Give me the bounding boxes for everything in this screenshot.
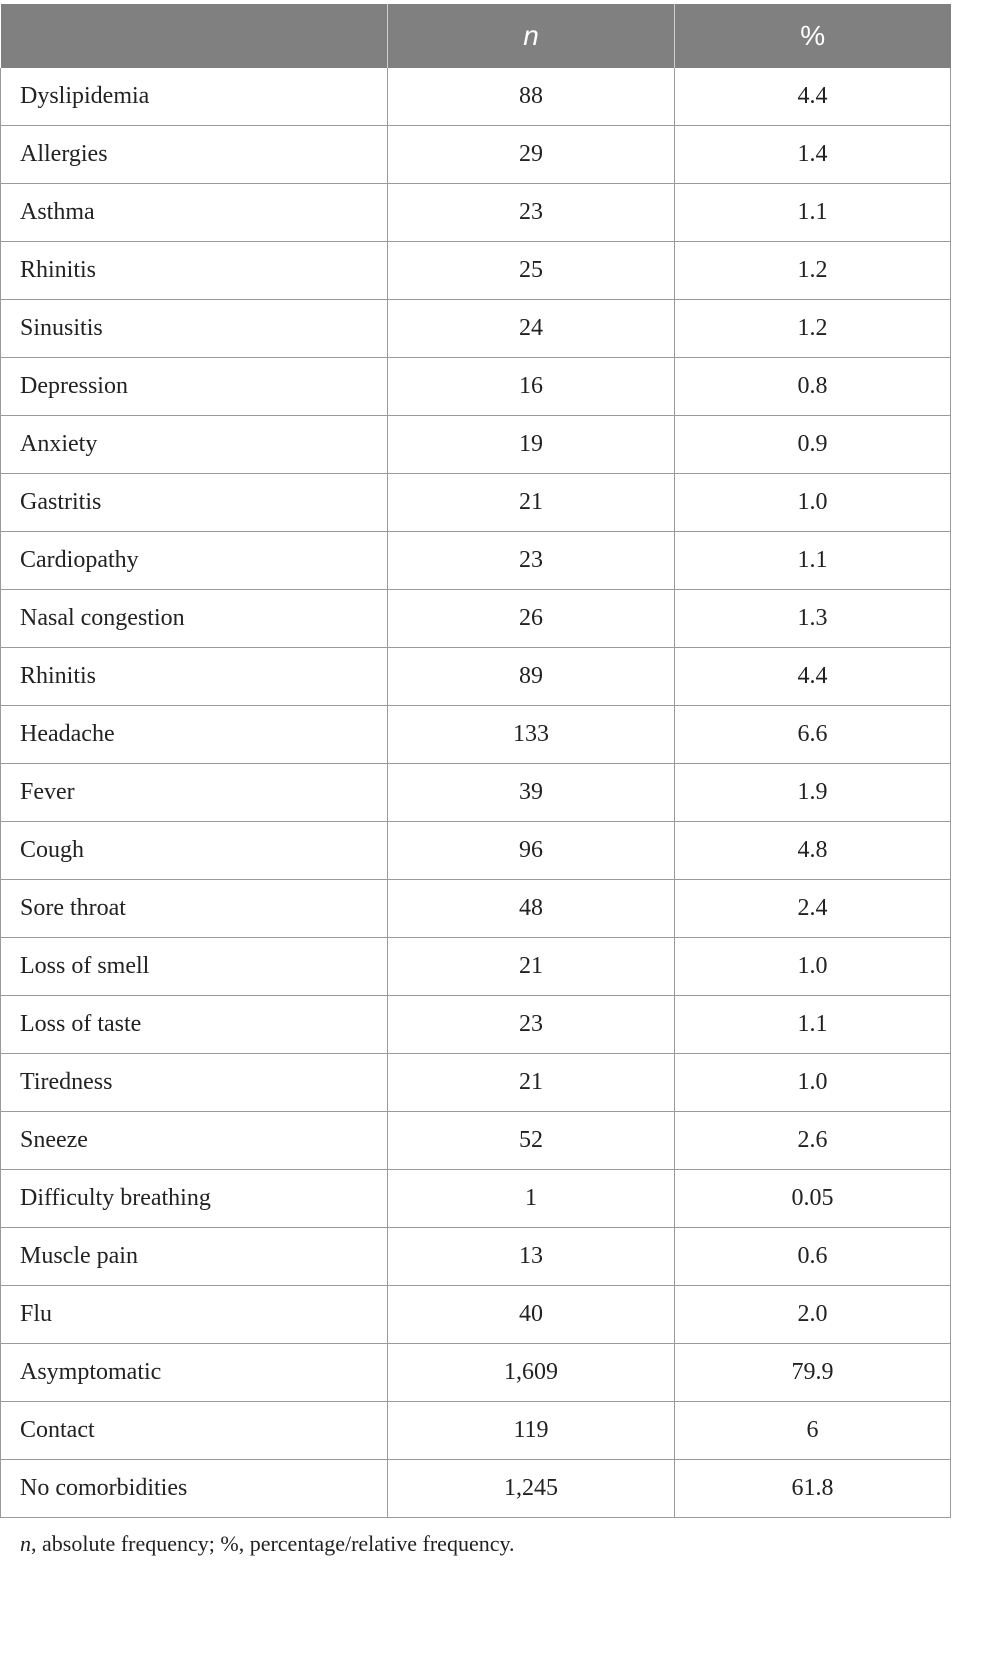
table-row [1, 1286, 951, 1344]
row-percent-cell: 4.4 [675, 68, 951, 126]
row-n-cell: 40 [388, 1286, 675, 1344]
table-row [1, 184, 951, 242]
table-row [1, 242, 951, 300]
row-label-cell: No comorbidities [1, 1460, 388, 1518]
table-row [1, 648, 951, 706]
row-n-cell: 1 [388, 1170, 675, 1228]
row-label-cell: Rhinitis [1, 242, 388, 300]
row-percent-cell: 1.0 [675, 474, 951, 532]
row-percent-cell: 79.9 [675, 1344, 951, 1402]
table-row [1, 532, 951, 590]
row-percent-cell: 6 [675, 1402, 951, 1460]
table-row [1, 938, 951, 996]
row-label-cell: Contact [1, 1402, 388, 1460]
footnote-text: , absolute frequency; %, percentage/relative frequency. [31, 1531, 515, 1556]
row-percent-cell: 1.9 [675, 764, 951, 822]
row-n-cell: 25 [388, 242, 675, 300]
row-percent-cell: 2.4 [675, 880, 951, 938]
table-row [1, 996, 951, 1054]
row-label-cell: Dyslipidemia [1, 68, 388, 126]
row-label-cell: Tiredness [1, 1054, 388, 1112]
row-n-cell: 119 [388, 1402, 675, 1460]
row-n-cell: 13 [388, 1228, 675, 1286]
row-percent-cell: 1.3 [675, 590, 951, 648]
table-row [1, 764, 951, 822]
table-row [1, 358, 951, 416]
row-percent-cell: 0.6 [675, 1228, 951, 1286]
row-n-cell: 88 [388, 68, 675, 126]
row-n-cell: 23 [388, 996, 675, 1054]
row-label-cell: Gastritis [1, 474, 388, 532]
row-label-cell: Cardiopathy [1, 532, 388, 590]
row-label-cell: Rhinitis [1, 648, 388, 706]
row-percent-cell: 6.6 [675, 706, 951, 764]
row-n-cell: 21 [388, 1054, 675, 1112]
row-n-cell: 16 [388, 358, 675, 416]
row-n-cell: 89 [388, 648, 675, 706]
row-percent-cell: 61.8 [675, 1460, 951, 1518]
row-n-cell: 52 [388, 1112, 675, 1170]
row-n-cell: 21 [388, 474, 675, 532]
header-label-column [1, 4, 388, 68]
row-label-cell: Loss of smell [1, 938, 388, 996]
row-percent-cell: 0.8 [675, 358, 951, 416]
row-n-cell: 23 [388, 532, 675, 590]
table-header [1, 4, 951, 68]
row-label-cell: Muscle pain [1, 1228, 388, 1286]
table-row [1, 1460, 951, 1518]
table-row [1, 474, 951, 532]
table-row [1, 1402, 951, 1460]
row-label-cell: Difficulty breathing [1, 1170, 388, 1228]
row-percent-cell: 1.0 [675, 938, 951, 996]
table-row [1, 300, 951, 358]
row-percent-cell: 1.1 [675, 532, 951, 590]
table-row [1, 126, 951, 184]
row-label-cell: Flu [1, 1286, 388, 1344]
row-label-cell: Depression [1, 358, 388, 416]
row-percent-cell: 1.0 [675, 1054, 951, 1112]
row-n-cell: 1,609 [388, 1344, 675, 1402]
table-row [1, 880, 951, 938]
row-label-cell: Headache [1, 706, 388, 764]
row-n-cell: 21 [388, 938, 675, 996]
row-percent-cell: 1.1 [675, 184, 951, 242]
row-n-cell: 48 [388, 880, 675, 938]
header-n-column: n [388, 4, 675, 68]
footnote-n-symbol: n [20, 1531, 31, 1556]
table-row [1, 1344, 951, 1402]
row-percent-cell: 0.05 [675, 1170, 951, 1228]
row-n-cell: 133 [388, 706, 675, 764]
row-percent-cell: 2.0 [675, 1286, 951, 1344]
row-label-cell: Sneeze [1, 1112, 388, 1170]
row-label-cell: Fever [1, 764, 388, 822]
table-row [1, 822, 951, 880]
comorbidities-table [0, 4, 951, 1518]
data-table-container [0, 4, 950, 1518]
row-label-cell: Asymptomatic [1, 1344, 388, 1402]
row-percent-cell: 1.1 [675, 996, 951, 1054]
row-label-cell: Loss of taste [1, 996, 388, 1054]
table-row [1, 416, 951, 474]
row-label-cell: Nasal congestion [1, 590, 388, 648]
header-percent-column: % [675, 4, 951, 68]
row-percent-cell: 0.9 [675, 416, 951, 474]
table-row [1, 1112, 951, 1170]
row-label-cell: Sore throat [1, 880, 388, 938]
row-percent-cell: 1.2 [675, 300, 951, 358]
table-row [1, 590, 951, 648]
table-row [1, 1228, 951, 1286]
row-n-cell: 19 [388, 416, 675, 474]
row-n-cell: 39 [388, 764, 675, 822]
row-n-cell: 24 [388, 300, 675, 358]
header-row [1, 4, 951, 68]
row-label-cell: Cough [1, 822, 388, 880]
table-body [1, 68, 951, 1518]
row-n-cell: 1,245 [388, 1460, 675, 1518]
row-n-cell: 23 [388, 184, 675, 242]
table-row [1, 706, 951, 764]
row-n-cell: 29 [388, 126, 675, 184]
row-percent-cell: 4.4 [675, 648, 951, 706]
row-n-cell: 26 [388, 590, 675, 648]
row-percent-cell: 4.8 [675, 822, 951, 880]
table-row [1, 68, 951, 126]
table-footnote [20, 1531, 515, 1557]
row-percent-cell: 1.4 [675, 126, 951, 184]
row-percent-cell: 1.2 [675, 242, 951, 300]
row-label-cell: Asthma [1, 184, 388, 242]
table-row [1, 1170, 951, 1228]
table-row [1, 1054, 951, 1112]
row-label-cell: Sinusitis [1, 300, 388, 358]
row-label-cell: Anxiety [1, 416, 388, 474]
row-label-cell: Allergies [1, 126, 388, 184]
row-n-cell: 96 [388, 822, 675, 880]
row-percent-cell: 2.6 [675, 1112, 951, 1170]
